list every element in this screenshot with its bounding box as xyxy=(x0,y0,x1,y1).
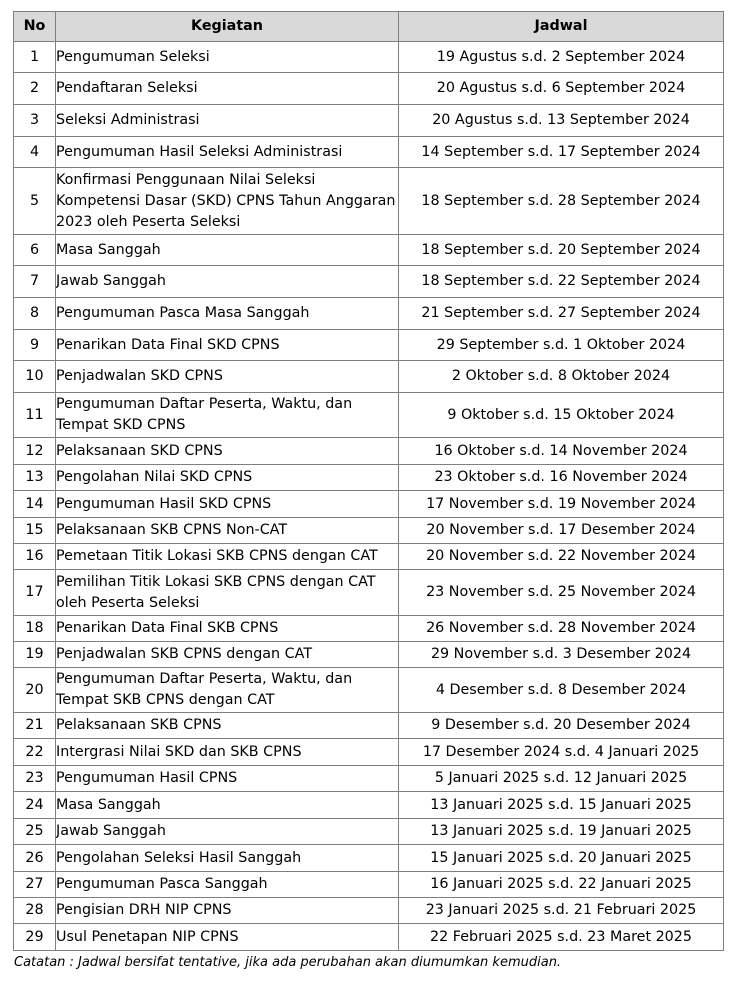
row-number: 12 xyxy=(14,438,56,465)
row-activity: Masa Sanggah xyxy=(56,792,399,819)
row-schedule: 5 Januari 2025 s.d. 12 Januari 2025 xyxy=(399,766,724,792)
row-activity: Pengumuman Seleksi xyxy=(56,42,399,73)
row-schedule: 16 Oktober s.d. 14 November 2024 xyxy=(399,438,724,465)
row-activity: Pemilihan Titik Lokasi SKB CPNS dengan CAT oleh Peserta Seleksi xyxy=(56,570,399,616)
row-schedule: 20 November s.d. 17 Desember 2024 xyxy=(399,518,724,544)
row-activity: Pelaksanaan SKB CPNS Non-CAT xyxy=(56,518,399,544)
row-number: 11 xyxy=(14,393,56,438)
table-row xyxy=(14,544,724,570)
row-schedule: 22 Februari 2025 s.d. 23 Maret 2025 xyxy=(399,924,724,951)
row-number: 3 xyxy=(14,105,56,137)
row-schedule: 26 November s.d. 28 November 2024 xyxy=(399,616,724,642)
table-row xyxy=(14,361,724,393)
table-row xyxy=(14,739,724,766)
row-activity: Pengumuman Hasil Seleksi Administrasi xyxy=(56,137,399,168)
row-number: 6 xyxy=(14,235,56,266)
row-schedule: 20 November s.d. 22 November 2024 xyxy=(399,544,724,570)
row-number: 26 xyxy=(14,845,56,872)
row-activity: Pemetaan Titik Lokasi SKB CPNS dengan CAT xyxy=(56,544,399,570)
row-schedule: 18 September s.d. 22 September 2024 xyxy=(399,266,724,298)
table-row xyxy=(14,792,724,819)
row-activity: Jawab Sanggah xyxy=(56,266,399,298)
row-schedule: 29 September s.d. 1 Oktober 2024 xyxy=(399,330,724,361)
row-schedule: 14 September s.d. 17 September 2024 xyxy=(399,137,724,168)
row-number: 17 xyxy=(14,570,56,616)
row-schedule: 13 Januari 2025 s.d. 15 Januari 2025 xyxy=(399,792,724,819)
table-row xyxy=(14,766,724,792)
table-row xyxy=(14,73,724,105)
row-activity: Pengolahan Seleksi Hasil Sanggah xyxy=(56,845,399,872)
row-schedule: 4 Desember s.d. 8 Desember 2024 xyxy=(399,668,724,713)
row-schedule: 21 September s.d. 27 September 2024 xyxy=(399,298,724,330)
table-row xyxy=(14,266,724,298)
row-number: 8 xyxy=(14,298,56,330)
table-row xyxy=(14,668,724,713)
row-number: 19 xyxy=(14,642,56,668)
table-row xyxy=(14,898,724,924)
row-schedule: 29 November s.d. 3 Desember 2024 xyxy=(399,642,724,668)
header-row xyxy=(14,12,724,42)
row-activity: Usul Penetapan NIP CPNS xyxy=(56,924,399,951)
row-number: 28 xyxy=(14,898,56,924)
header-kegiatan: Kegiatan xyxy=(56,12,399,42)
row-schedule: 15 Januari 2025 s.d. 20 Januari 2025 xyxy=(399,845,724,872)
row-schedule: 18 September s.d. 28 September 2024 xyxy=(399,168,724,235)
row-activity: Masa Sanggah xyxy=(56,235,399,266)
table-row xyxy=(14,393,724,438)
table-row xyxy=(14,819,724,845)
row-number: 10 xyxy=(14,361,56,393)
table-row xyxy=(14,298,724,330)
row-schedule: 9 Desember s.d. 20 Desember 2024 xyxy=(399,713,724,739)
table-row xyxy=(14,491,724,518)
table-row xyxy=(14,713,724,739)
table-row xyxy=(14,105,724,137)
schedule-table xyxy=(13,11,724,951)
row-schedule: 20 Agustus s.d. 6 September 2024 xyxy=(399,73,724,105)
row-schedule: 23 November s.d. 25 November 2024 xyxy=(399,570,724,616)
row-activity: Jawab Sanggah xyxy=(56,819,399,845)
row-activity: Pengumuman Hasil SKD CPNS xyxy=(56,491,399,518)
table-row xyxy=(14,235,724,266)
row-number: 9 xyxy=(14,330,56,361)
row-activity: Pendaftaran Seleksi xyxy=(56,73,399,105)
row-activity: Intergrasi Nilai SKD dan SKB CPNS xyxy=(56,739,399,766)
row-schedule: 18 September s.d. 20 September 2024 xyxy=(399,235,724,266)
row-number: 16 xyxy=(14,544,56,570)
row-number: 5 xyxy=(14,168,56,235)
table-row xyxy=(14,137,724,168)
table-row xyxy=(14,872,724,898)
row-activity: Pengumuman Hasil CPNS xyxy=(56,766,399,792)
row-number: 27 xyxy=(14,872,56,898)
footnote: Catatan : Jadwal bersifat tentative, jika ada perubahan akan diumumkan kemudian. xyxy=(14,955,562,970)
table-row xyxy=(14,924,724,951)
row-activity: Penarikan Data Final SKB CPNS xyxy=(56,616,399,642)
row-activity: Pengolahan Nilai SKD CPNS xyxy=(56,465,399,491)
table-row xyxy=(14,42,724,73)
row-activity: Pelaksanaan SKB CPNS xyxy=(56,713,399,739)
row-number: 13 xyxy=(14,465,56,491)
row-number: 23 xyxy=(14,766,56,792)
row-activity: Pengumuman Daftar Peserta, Waktu, dan Tempat SKD CPNS xyxy=(56,393,399,438)
row-schedule: 23 Januari 2025 s.d. 21 Februari 2025 xyxy=(399,898,724,924)
row-schedule: 16 Januari 2025 s.d. 22 Januari 2025 xyxy=(399,872,724,898)
row-activity: Pengumuman Daftar Peserta, Waktu, dan Tempat SKB CPNS dengan CAT xyxy=(56,668,399,713)
row-activity: Pengisian DRH NIP CPNS xyxy=(56,898,399,924)
row-activity: Penjadwalan SKB CPNS dengan CAT xyxy=(56,642,399,668)
row-number: 1 xyxy=(14,42,56,73)
row-number: 21 xyxy=(14,713,56,739)
row-number: 7 xyxy=(14,266,56,298)
table-row xyxy=(14,168,724,235)
row-schedule: 17 November s.d. 19 November 2024 xyxy=(399,491,724,518)
table-row xyxy=(14,438,724,465)
row-number: 22 xyxy=(14,739,56,766)
row-schedule: 13 Januari 2025 s.d. 19 Januari 2025 xyxy=(399,819,724,845)
row-activity: Pengumuman Pasca Masa Sanggah xyxy=(56,298,399,330)
row-schedule: 19 Agustus s.d. 2 September 2024 xyxy=(399,42,724,73)
table-row xyxy=(14,642,724,668)
header-jadwal: Jadwal xyxy=(399,12,724,42)
header-no: No xyxy=(14,12,56,42)
row-activity: Pengumuman Pasca Sanggah xyxy=(56,872,399,898)
row-activity: Penarikan Data Final SKD CPNS xyxy=(56,330,399,361)
row-activity: Seleksi Administrasi xyxy=(56,105,399,137)
table-row xyxy=(14,570,724,616)
row-activity: Konfirmasi Penggunaan Nilai Seleksi Kompetensi Dasar (SKD) CPNS Tahun Anggaran 2023 oleh Peserta Seleksi xyxy=(56,168,399,235)
row-activity: Pelaksanaan SKD CPNS xyxy=(56,438,399,465)
table-row xyxy=(14,616,724,642)
row-number: 4 xyxy=(14,137,56,168)
table-row xyxy=(14,518,724,544)
row-number: 20 xyxy=(14,668,56,713)
row-number: 18 xyxy=(14,616,56,642)
row-schedule: 2 Oktober s.d. 8 Oktober 2024 xyxy=(399,361,724,393)
row-number: 2 xyxy=(14,73,56,105)
row-number: 15 xyxy=(14,518,56,544)
row-number: 24 xyxy=(14,792,56,819)
row-activity: Penjadwalan SKD CPNS xyxy=(56,361,399,393)
row-number: 14 xyxy=(14,491,56,518)
row-schedule: 17 Desember 2024 s.d. 4 Januari 2025 xyxy=(399,739,724,766)
table-row xyxy=(14,465,724,491)
row-number: 25 xyxy=(14,819,56,845)
row-schedule: 20 Agustus s.d. 13 September 2024 xyxy=(399,105,724,137)
table-row xyxy=(14,330,724,361)
row-schedule: 23 Oktober s.d. 16 November 2024 xyxy=(399,465,724,491)
row-schedule: 9 Oktober s.d. 15 Oktober 2024 xyxy=(399,393,724,438)
row-number: 29 xyxy=(14,924,56,951)
table-row xyxy=(14,845,724,872)
